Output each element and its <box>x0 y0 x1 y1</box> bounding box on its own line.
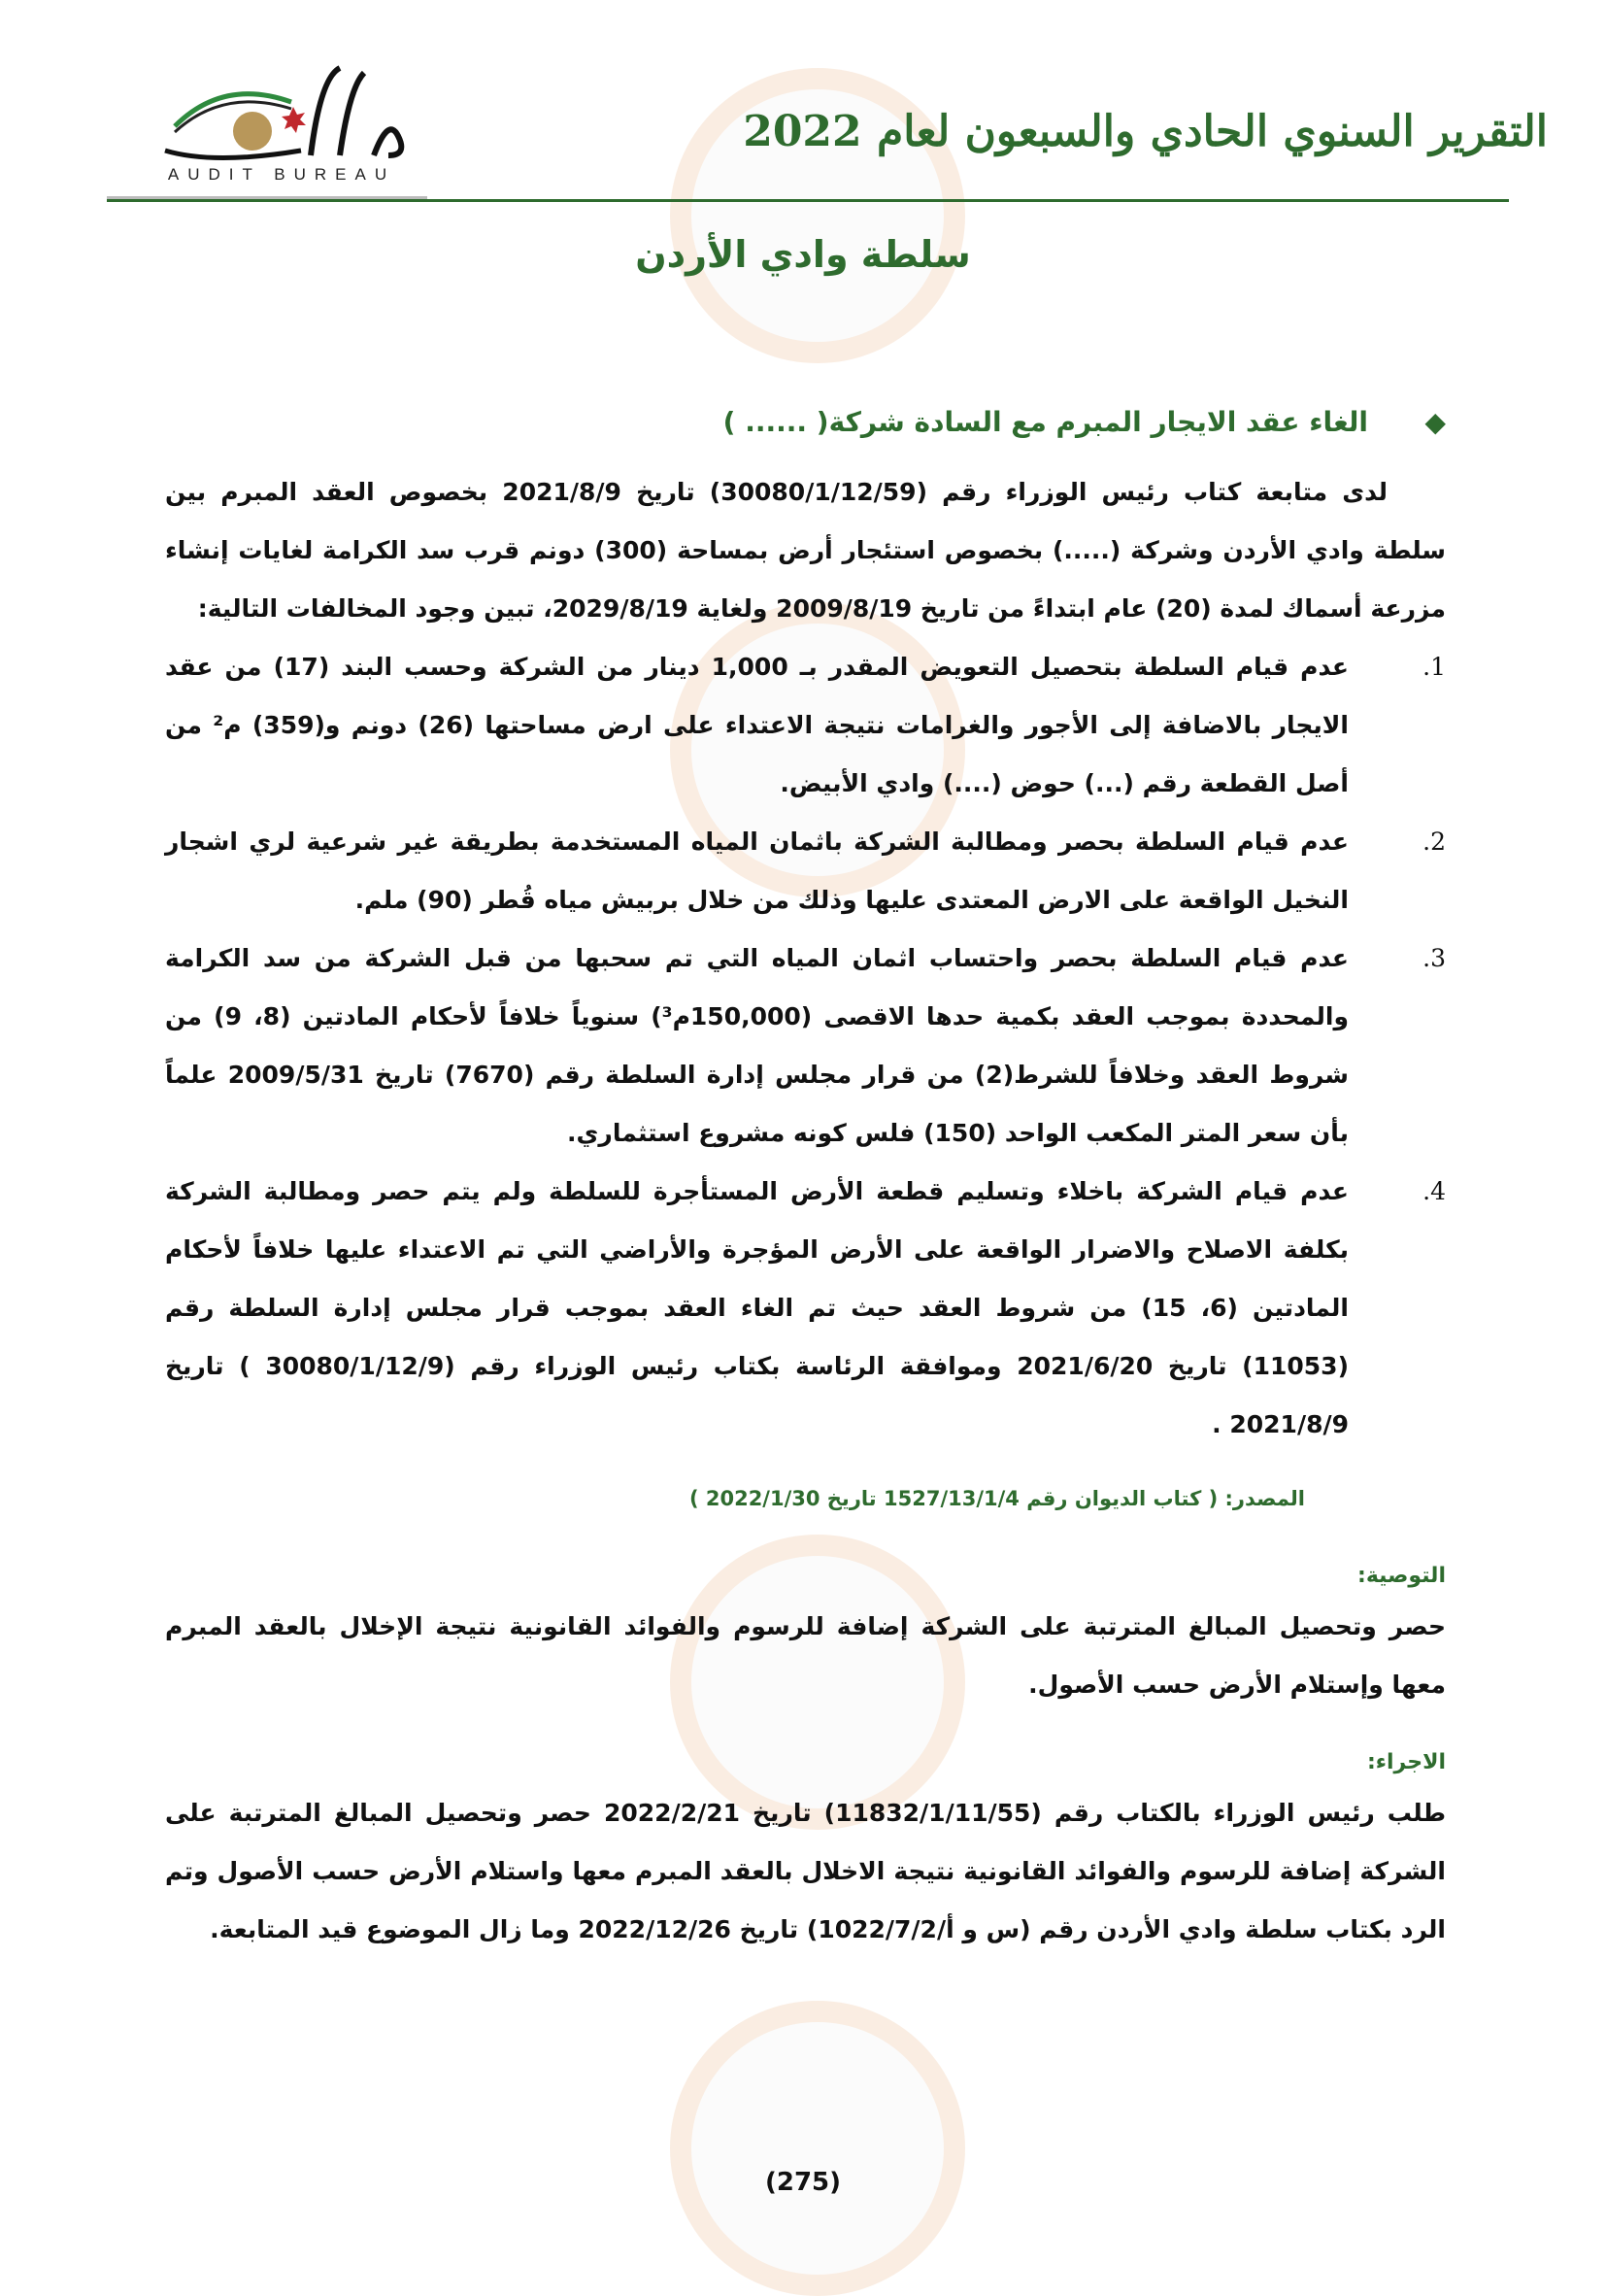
item-text: عدم قيام السلطة بحصر ومطالبة الشركة باثمان المياه المستخدمة بطريقة غير شرعية لري اشجار النخيل الواقعة على الارض المعتدى عليها وذلك من خلال بربيش مياه قُطر (90) ملم. <box>165 827 1349 914</box>
list-item <box>165 638 1446 813</box>
diamond-bullet-icon: ◆ <box>1424 406 1446 438</box>
finding-heading <box>165 393 1446 452</box>
list-item <box>165 813 1446 929</box>
report-title: التقرير السنوي الحادي والسبعون لعام 2022 <box>743 107 1548 156</box>
item-number: 2. <box>1422 827 1446 856</box>
item-number: 1. <box>1422 653 1446 681</box>
audit-bureau-logo <box>146 58 418 185</box>
list-item <box>165 929 1446 1163</box>
section-title: سلطة وادي الأردن <box>635 233 971 276</box>
logo-caption: AUDIT BUREAU <box>167 165 396 184</box>
intro-paragraph: لدى متابعة كتاب رئيس الوزراء رقم (30080/1/12/59) تاريخ 2021/8/9 بخصوص العقد المبرم بين سلطة وادي الأردن وشركة (.....) بخصوص استئجار أرض بمساحة (300) دونم قرب سد الكرامة لغايات إنشاء مزرعة أسماك لمدة (20) عام ابتداءً من تاريخ 2009/8/19 ولغاية 2029/8/19، تبين وجود المخالفات التالية: <box>165 478 1446 623</box>
item-text: عدم قيام السلطة بحصر واحتساب اثمان المياه التي تم سحبها من قبل الشركة من سد الكرامة والمحددة بموجب العقد بكمية حدها الاقصى (150,000م³) سنوياً خلافاً لأحكام المادتين (8، 9) من شروط العقد وخلافاً للشرط(2) من قرار مجلس إدارة السلطة رقم (7670) تاريخ 2009/5/31 علماً بأن سعر المتر المكعب الواحد (150) فلس كونه مشروع استثماري. <box>165 944 1349 1147</box>
page-number: (275) <box>764 2168 842 2197</box>
action-text: طلب رئيس الوزراء بالكتاب رقم (11832/1/11/55) تاريخ 2022/2/21 حصر وتحصيل المبالغ المترتبة على الشركة إضافة للرسوم والفوائد القانونية نتيجة الاخلال بالعقد المبرم معها واستلام الأرض حسب الأصول وتم الرد بكتاب سلطة وادي الأردن رقم (س و أ/1022/7/2) تاريخ 2022/12/26 وما زال الموضوع قيد المتابعة. <box>165 1799 1447 1943</box>
item-text: عدم قيام السلطة بتحصيل التعويض المقدر بـ 1,000 دينار من الشركة وحسب البند (17) من عقد الايجار بالاضافة إلى الأجور والغرامات نتيجة الاعتداء على ارض مساحتها (26) دونم و(359) م² من أصل القطعة رقم (...) حوض (....) وادي الأبيض. <box>165 653 1349 797</box>
header-divider <box>107 199 1509 202</box>
list-item <box>165 1163 1446 1454</box>
finding-heading-text: الغاء عقد الايجار المبرم مع السادة شركة( ...... ) <box>722 406 1368 438</box>
header-divider-accent <box>107 196 427 199</box>
action-label: الاجراء: <box>1366 1750 1446 1774</box>
source-citation: المصدر: ( كتاب الديوان رقم 1527/13/1/4 تاريخ 2022/1/30 ) <box>688 1487 1305 1510</box>
item-number: 3. <box>1422 944 1446 972</box>
item-text: عدم قيام الشركة باخلاء وتسليم قطعة الأرض المستأجرة للسلطة ولم يتم حصر ومطالبة الشركة بكلفة الاصلاح والاضرار الواقعة على الأرض المؤجرة والأراضي التي تم الاعتداء عليها خلافاً لأحكام المادتين (6، 15) من شروط العقد حيث تم الغاء العقد بموجب قرار مجلس إدارة السلطة رقم (11053) تاريخ 2021/6/20 وموافقة الرئاسة بكتاب رئيس الوزراء رقم (30080/1/12/9 ) تاريخ 2021/8/9 . <box>165 1177 1350 1438</box>
recommendation-label: التوصية: <box>1357 1564 1446 1588</box>
item-number: 4. <box>1422 1177 1446 1205</box>
recommendation-text: حصر وتحصيل المبالغ المترتبة على الشركة إضافة للرسوم والفوائد القانونية نتيجة الإخلال بالعقد المبرم معها وإستلام الأرض حسب الأصول. <box>165 1612 1446 1699</box>
watermark <box>670 2001 965 2296</box>
document-body <box>165 393 1446 1959</box>
